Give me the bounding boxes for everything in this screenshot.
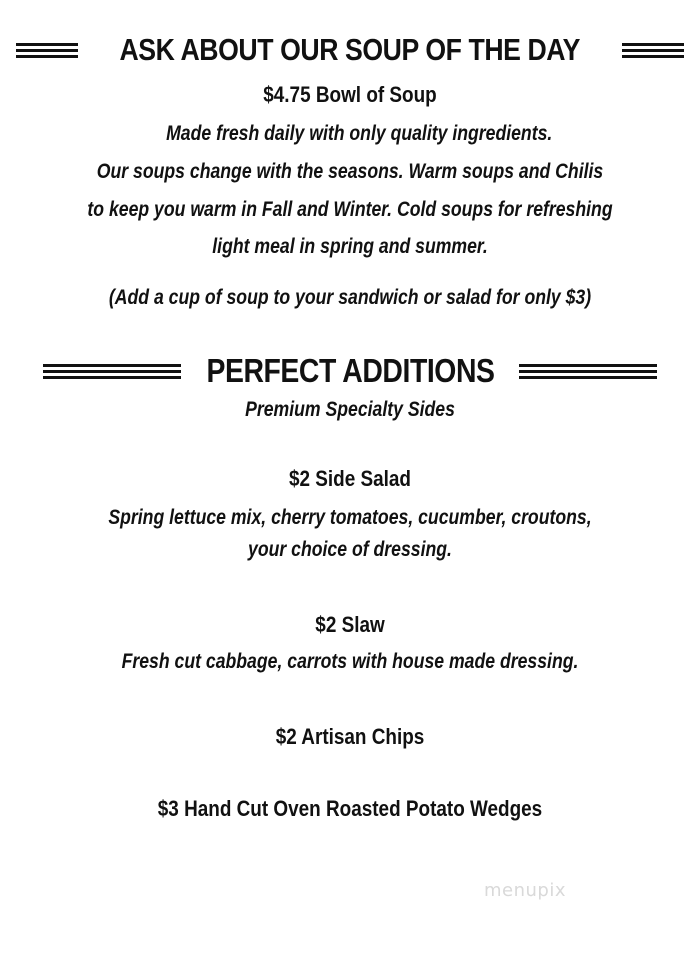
side-item-title: $2 Artisan Chips (275, 724, 425, 749)
left-rule-decoration (16, 43, 78, 58)
soup-description-line: light meal in spring and summer. (212, 235, 488, 258)
right-rule-decoration (519, 364, 657, 379)
soup-description-line: Our soups change with the seasons. Warm soups and Chilis (96, 160, 604, 183)
soup-description-line: to keep you warm in Fall and Winter. Cold soups for refreshing (87, 198, 613, 221)
additions-subheading: Premium Specialty Sides (245, 398, 455, 421)
side-item-title: $2 Slaw (315, 612, 385, 637)
side-item-description: Fresh cut cabbage, carrots with house made dressing. (121, 650, 579, 673)
side-item-title: $3 Hand Cut Oven Roasted Potato Wedges (157, 796, 543, 821)
right-rule-decoration (622, 43, 684, 58)
side-item-description: your choice of dressing. (248, 538, 452, 561)
soup-description-line: Made fresh daily with only quality ingredients. (166, 122, 553, 145)
additions-section-header (0, 350, 700, 392)
soup-add-on-note: (Add a cup of soup to your sandwich or salad for only $3) (108, 286, 592, 309)
additions-heading: PERFECT ADDITIONS (205, 352, 495, 389)
side-item-title: $2 Side Salad (288, 466, 411, 491)
side-item-description: Spring lettuce mix, cherry tomatoes, cucumber, croutons, (108, 506, 592, 529)
soup-section-header (0, 30, 700, 70)
soup-heading: ASK ABOUT OUR SOUP OF THE DAY (119, 32, 581, 67)
watermark-logo: menupix (484, 880, 567, 901)
left-rule-decoration (43, 364, 181, 379)
soup-price: $4.75 Bowl of Soup (263, 82, 437, 107)
